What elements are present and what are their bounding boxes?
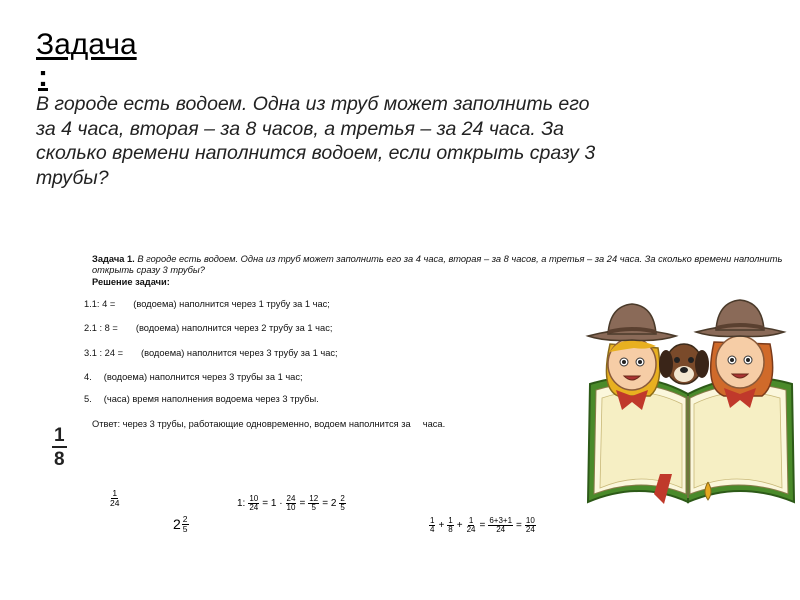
- fraction-denominator: 24: [496, 525, 506, 534]
- step-prefix: 5.: [84, 394, 92, 404]
- step-prefix: 4.: [84, 372, 92, 382]
- fraction-numerator: 24: [286, 494, 296, 503]
- step-text: (водоема) наполнится через 1 трубу за 1 час;: [133, 299, 330, 309]
- sum-formula: [429, 517, 536, 534]
- step-text: (водоема) наполнится через 2 трубу за 1 час;: [135, 323, 333, 333]
- answer-unit: часа.: [422, 419, 446, 429]
- fraction-numerator: 6+3+1: [489, 516, 513, 525]
- fraction-numerator: 1: [112, 488, 118, 498]
- problem-statement: В городе есть водоем. Одна из труб может заполнить его за 4 часа, вторая – за 8 часов, а третья – за 24 часа. За сколько времени наполнится водоем, если открыть сразу 3 трубы?: [36, 93, 596, 189]
- fraction-numerator: 10: [249, 494, 259, 503]
- kids-reading-book-illustration: [580, 298, 800, 518]
- formula-operator: +: [438, 520, 445, 531]
- solution-step-4: [84, 372, 303, 383]
- formula-operator: = 2: [322, 498, 337, 509]
- fraction-denominator: 4: [430, 525, 435, 534]
- page-title: Задача: [36, 28, 137, 61]
- task-label: Задача 1.: [92, 254, 135, 264]
- mixed-fraction: [182, 515, 189, 533]
- solution-task-line-2: [92, 265, 205, 276]
- fraction-denominator: 8: [448, 525, 453, 534]
- solution-step-2: [84, 323, 332, 334]
- formula-fraction: [308, 495, 319, 512]
- task-text-2: открыть сразу 3 трубы?: [92, 265, 205, 275]
- fraction-denominator: 24: [249, 503, 259, 512]
- formula-lead: 1:: [237, 498, 246, 509]
- formula-operator: =: [299, 498, 306, 509]
- fraction-denominator: 24: [466, 525, 476, 534]
- formula-fraction: [525, 517, 536, 534]
- fraction-numerator: 2: [340, 494, 345, 503]
- step-prefix: 3.1 : 24 =: [84, 348, 124, 358]
- dog-icon: [659, 344, 709, 384]
- solution-step-3: [84, 348, 338, 359]
- fraction-numerator: 10: [525, 516, 535, 525]
- task-text-1: В городе есть водоем. Одна из труб может заполнить его за 4 часа, вторая – за 8 часов, а третья – за 24 часа. За сколько времени наполнить: [137, 254, 783, 264]
- step-prefix: 2.1 : 8 =: [84, 323, 118, 333]
- mixed-whole: 2: [173, 516, 181, 532]
- step-prefix: 1.1: 4 =: [84, 299, 116, 309]
- formula-operator: =: [516, 520, 522, 531]
- division-formula: [237, 495, 346, 512]
- fraction-numerator: 1: [430, 516, 435, 525]
- fraction-numerator: 2: [182, 514, 188, 524]
- formula-fraction: [429, 517, 435, 534]
- fraction-numerator: 12: [309, 494, 319, 503]
- fraction-denominator: 24: [525, 525, 535, 534]
- fraction-numerator: 1: [468, 516, 474, 525]
- formula-operator: +: [456, 520, 463, 531]
- small-fraction: [109, 489, 120, 507]
- solution-step-1: [84, 299, 330, 310]
- fraction-denominator: 5: [311, 503, 316, 512]
- big-fraction: [52, 426, 67, 469]
- solution-heading: Решение задачи:: [92, 277, 170, 287]
- solution-step-5: [84, 394, 319, 405]
- fraction-numerator: 1: [54, 425, 65, 446]
- formula-fraction: [286, 495, 297, 512]
- mixed-number: [173, 515, 189, 533]
- formula-operator: =: [479, 520, 486, 531]
- solution-answer: [92, 419, 445, 430]
- fraction-denominator: 10: [286, 503, 296, 512]
- fraction-denominator: 5: [340, 503, 345, 512]
- step-text: (водоема) наполнится через 3 трубы за 1 час;: [103, 372, 303, 382]
- step-text: (часа) время наполнения водоема через 3 трубы.: [103, 394, 319, 404]
- formula-fraction: [466, 517, 477, 534]
- formula-fraction: [248, 495, 259, 512]
- formula-operator: = 1 ·: [262, 498, 283, 509]
- fraction-denominator: 24: [110, 497, 120, 508]
- title-colon: :: [38, 60, 48, 93]
- formula-fraction: [488, 517, 513, 534]
- solution-task-line: [92, 254, 800, 265]
- fraction-numerator: 1: [448, 516, 453, 525]
- formula-fraction: [339, 495, 345, 512]
- formula-fraction: [447, 517, 453, 534]
- fraction-denominator: 8: [54, 449, 65, 470]
- fraction-denominator: 5: [182, 523, 188, 534]
- step-text: (водоема) наполнится через 3 трубу за 1 час;: [141, 348, 338, 358]
- answer-text: Ответ: через 3 трубы, работающие одновременно, водоем наполнится за: [92, 419, 411, 429]
